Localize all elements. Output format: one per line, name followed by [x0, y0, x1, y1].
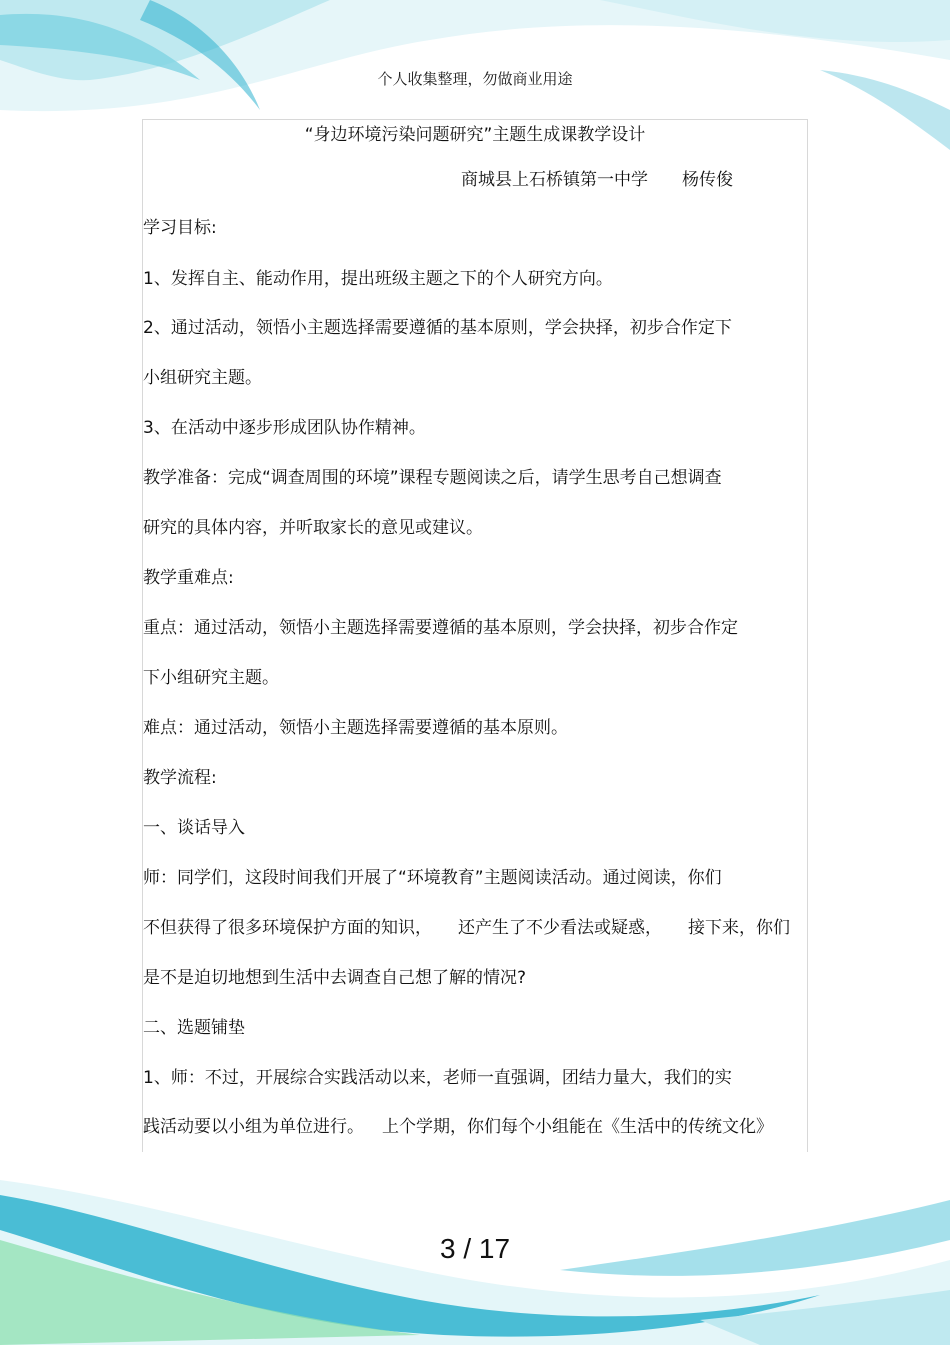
paragraph-line: 是不是迫切地想到生活中去调查自己想了解的情况?: [143, 968, 527, 988]
paragraph-line: 重点：通过活动，领悟小主题选择需要遵循的基本原则，学会抉择，初步合作定: [143, 618, 738, 638]
section-heading-key-points: 教学重难点:: [143, 568, 234, 588]
paragraph-line: 2、通过活动，领悟小主题选择需要遵循的基本原则，学会抉择，初步合作定下: [143, 318, 732, 338]
text-segment: 践活动要以小组为单位进行。: [143, 1117, 364, 1137]
paragraph-line: 教学准备：完成“调查周围的环境”课程专题阅读之后，请学生思考自己想调查: [143, 468, 722, 488]
text-segment: 还产生了不少看法或疑惑，: [458, 918, 662, 938]
section-heading-objectives: 学习目标:: [143, 218, 217, 238]
paragraph-line: 3、在活动中逐步形成团队协作精神。: [143, 418, 426, 438]
subsection-heading: 一、谈话导入: [143, 818, 245, 838]
document-title: “身边环境污染问题研究”主题生成课教学设计: [304, 125, 646, 145]
paragraph-line: 1、发挥自主、能动作用，提出班级主题之下的个人研究方向。: [143, 269, 613, 289]
paragraph-line: 师：同学们，这段时间我们开展了“环境教育”主题阅读活动。通过阅读，你们: [143, 868, 722, 888]
author-name: 杨传俊: [682, 170, 733, 190]
section-heading-process: 教学流程:: [143, 768, 217, 788]
text-segment: 上个学期，你们每个小组能在《生活中的传统文化》: [382, 1117, 773, 1137]
header-note: 个人收集整理，勿做商业用途: [377, 70, 573, 88]
text-segment: 接下来，你们: [688, 918, 790, 938]
author-line: [461, 169, 733, 191]
paragraph-line: [143, 1116, 773, 1138]
author-school: 商城县上石桥镇第一中学: [461, 170, 648, 190]
text-segment: 不但获得了很多环境保护方面的知识，: [143, 918, 432, 938]
paragraph-line: 1、师：不过，开展综合实践活动以来，老师一直强调，团结力量大，我们的实: [143, 1068, 732, 1088]
paragraph-line: 难点：通过活动，领悟小主题选择需要遵循的基本原则。: [143, 718, 568, 738]
paragraph-line: 研究的具体内容，并听取家长的意见或建议。: [143, 518, 483, 538]
paragraph-line: 小组研究主题。: [143, 368, 262, 388]
subsection-heading: 二、选题铺垫: [143, 1018, 245, 1038]
paragraph-line: [143, 917, 790, 939]
paragraph-line: 下小组研究主题。: [143, 668, 279, 688]
page-number: 3 / 17: [439, 1233, 511, 1264]
